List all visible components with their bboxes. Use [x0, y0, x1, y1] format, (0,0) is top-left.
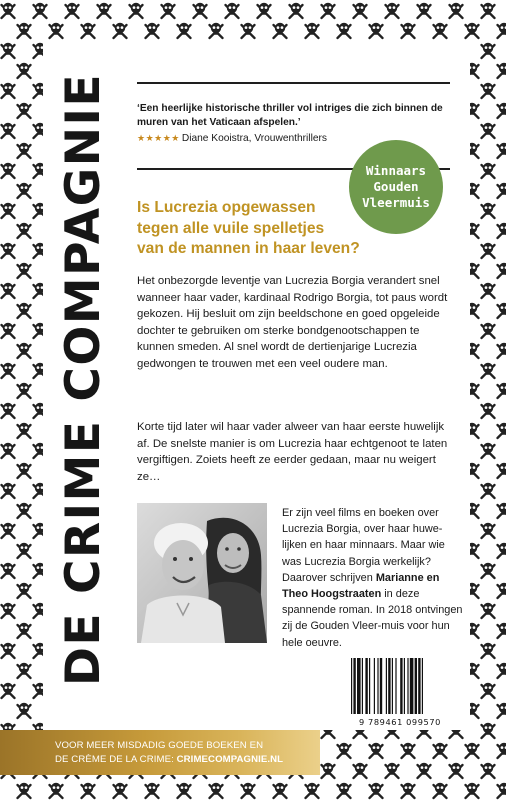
banner-prefix: DE CRÈME DE LA CRIME: — [55, 754, 177, 765]
barcode-bar — [377, 658, 378, 714]
award-badge — [349, 140, 443, 234]
rating-stars-icon: ★★★★★ — [137, 133, 180, 143]
promo-banner-text — [55, 739, 320, 767]
website-link[interactable]: CRIMECOMPAGNIE.NL — [176, 754, 284, 765]
divider-top — [137, 82, 450, 84]
barcode-bar — [422, 658, 423, 714]
barcode-bar — [392, 658, 393, 714]
isbn-barcode — [347, 655, 453, 730]
barcode-bar — [374, 658, 375, 714]
bio-text-end: in deze spannende roman. In 2018 ontvingen zij de Gouden Vleer-muis voor hun hele oeuvre. — [282, 588, 463, 649]
author-bio — [282, 505, 464, 651]
barcode-bar — [415, 658, 417, 714]
barcode-bar — [386, 658, 387, 714]
badge-line-3: Vleermuis — [362, 195, 430, 210]
barcode-bar — [395, 658, 396, 714]
banner-line-1: VOOR MEER MISDADIG GOEDE BOEKEN EN — [55, 740, 264, 751]
badge-line-1: Winnaars — [365, 163, 427, 178]
banner-line-2 — [55, 753, 320, 767]
barcode-bar — [407, 658, 408, 714]
award-badge-text — [362, 163, 430, 211]
barcode-bar — [369, 658, 370, 714]
review-quote: ‘Een heerlijke historische thriller vol intriges die zich binnen de muren van het Vaticaan afspelen.’ — [137, 103, 443, 128]
barcode-bar — [362, 658, 363, 714]
synopsis-paragraph-2: Korte tijd later wil haar vader alweer van haar eerste huwelijk af. De snelste manier is om Lucrezia haar echtgenoot te laten vergiftigen. Zoiets heeft ze eerder gedaan, maar nu weigert ze… — [137, 421, 448, 483]
barcode-bar — [410, 658, 414, 714]
headline-line-3: van de mannen in haar leven? — [137, 240, 360, 257]
barcode-bar — [400, 658, 402, 714]
badge-line-2: Gouden — [373, 179, 419, 194]
headline-line-1: Is Lucrezia opgewassen — [137, 199, 316, 216]
promo-banner — [0, 730, 320, 775]
bio-authors: Marianne en Theo Hoogstraaten — [282, 571, 440, 601]
barcode-bar — [380, 658, 382, 714]
barcode-bars — [347, 655, 453, 717]
bio-text-start: Er zijn veel films en boeken over Lucrezia Borgia, over haar huwe-lijken en haar minnaars. Maar wie was Lucrezia Borgia werkelijk? Daarover schrijven — [282, 507, 445, 584]
synopsis-paragraph-1: Het onbezorgde leventje van Lucrezia Borgia verandert snel wanneer haar vader, kardinaal Rodrigo Borgia, tot paus wordt gekozen. Hij besluit om zijn beeldschone en goed opgeleide dochter te gebruiken om sterke bondgenootschappen te kunnen smeden. Al snel wordt de dertienjarige Lucrezia gedwongen te trouwen met een veel oudere man. — [137, 275, 448, 370]
publisher-title: DE CRIME COMPAGNIE — [56, 72, 111, 686]
barcode-bar — [365, 658, 367, 714]
headline-line-2: tegen alle vuile spelletjes — [137, 219, 325, 237]
barcode-bar — [418, 658, 420, 714]
isbn-number: 9 789461 099570 — [359, 717, 441, 727]
barcode-bar — [351, 658, 352, 714]
barcode-bar — [357, 658, 361, 714]
barcode-bar — [404, 658, 405, 714]
review-author: Diane Kooistra, Vrouwenthrillers — [181, 133, 327, 144]
author-photo — [137, 503, 267, 643]
review-quote-block — [137, 102, 455, 146]
barcode-bar — [388, 658, 390, 714]
barcode-bar — [353, 658, 355, 714]
